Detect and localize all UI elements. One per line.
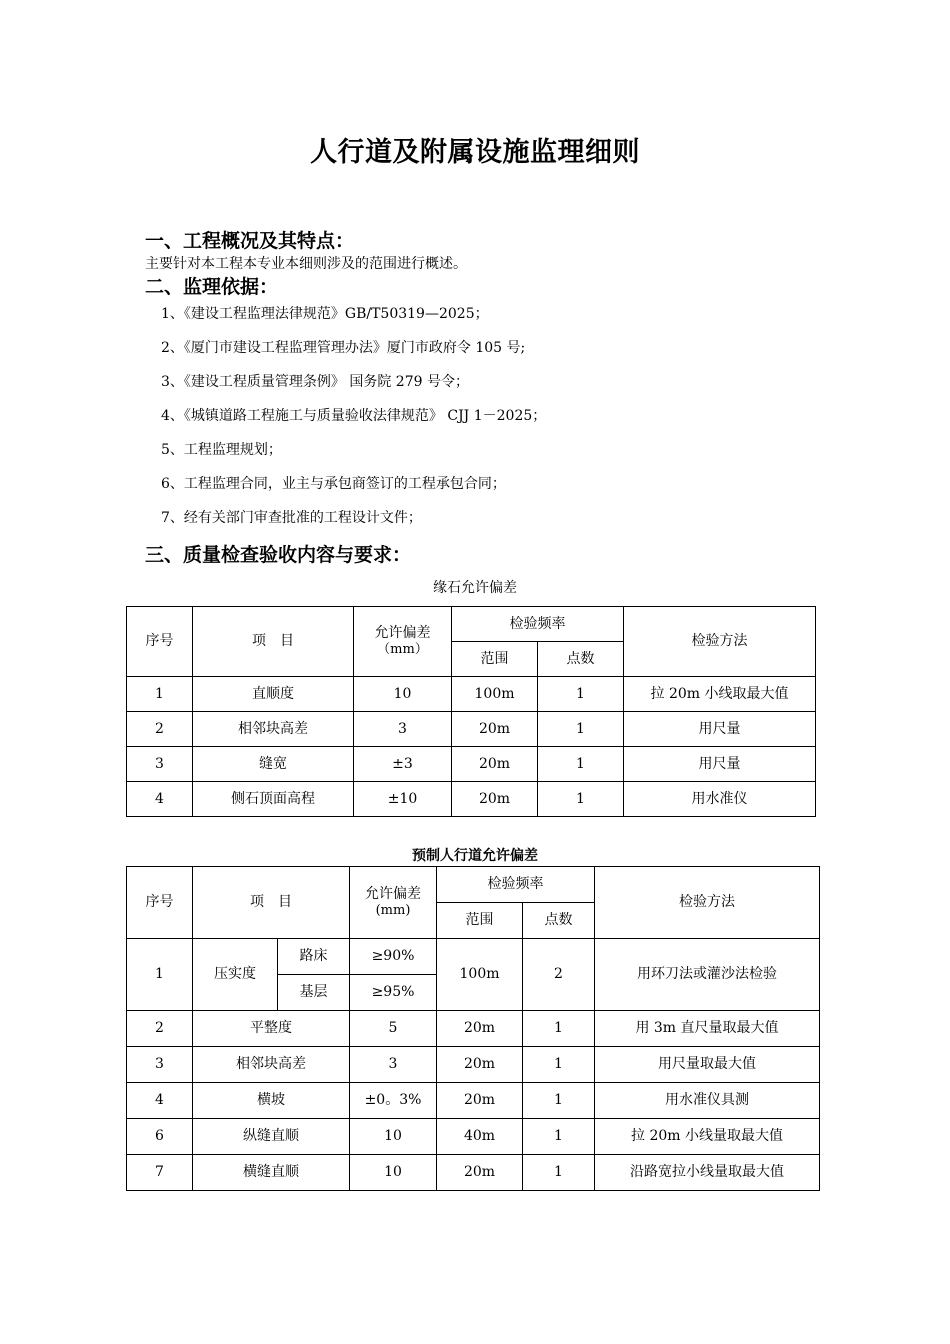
header-frequency: 检验频率 — [452, 607, 624, 642]
sidewalk-tolerance-table — [126, 866, 820, 1191]
cell-item: 横缝直顺 — [193, 1155, 350, 1191]
cell-item: 缝宽 — [193, 747, 354, 782]
table-row — [127, 677, 816, 712]
cell-range: 20m — [437, 1083, 523, 1119]
header-range: 范围 — [452, 642, 538, 677]
header-tolerance-label: 允许偏差 — [374, 624, 431, 641]
table-row — [127, 1083, 820, 1119]
cell-item: 横坡 — [193, 1083, 350, 1119]
table-row — [127, 747, 816, 782]
cell-item: 纵缝直顺 — [193, 1119, 350, 1155]
cell-tolerance: 10 — [350, 1119, 437, 1155]
cell-no: 4 — [127, 782, 193, 817]
section2-heading: 二、监理依据： — [145, 276, 279, 298]
cell-method: 用尺量取最大值 — [595, 1047, 820, 1083]
cell-subitem: 路床 — [278, 939, 350, 975]
header-points: 点数 — [538, 642, 624, 677]
table2-caption: 预制人行道允许偏差 — [412, 848, 538, 864]
cell-range: 20m — [437, 1155, 523, 1191]
table-row — [127, 1047, 820, 1083]
cell-tolerance: ±0。3% — [350, 1083, 437, 1119]
cell-range: 20m — [452, 747, 538, 782]
cell-method: 用尺量 — [624, 747, 816, 782]
cell-item: 直顺度 — [193, 677, 354, 712]
section3-heading: 三、质量检查验收内容与要求： — [145, 544, 412, 566]
cell-item: 侧石顶面高程 — [193, 782, 354, 817]
table1-caption: 缘石允许偏差 — [433, 580, 517, 596]
cell-points: 1 — [523, 1119, 595, 1155]
cell-subitem: 基层 — [278, 975, 350, 1011]
cell-tolerance: 3 — [354, 712, 452, 747]
cell-no: 2 — [127, 1011, 193, 1047]
cell-item: 压实度 — [193, 939, 278, 1011]
table-row — [127, 1155, 820, 1191]
cell-points: 1 — [523, 1047, 595, 1083]
table-row — [127, 712, 816, 747]
header-no: 序号 — [127, 607, 193, 677]
header-no: 序号 — [127, 867, 193, 939]
header-points: 点数 — [523, 903, 595, 939]
header-item: 项 目 — [193, 867, 350, 939]
cell-tolerance: ±10 — [354, 782, 452, 817]
cell-range: 20m — [452, 782, 538, 817]
basis-item-3: 3、《建设工程质量管理条例》 国务院 279 号令； — [161, 374, 469, 390]
cell-tolerance: ±3 — [354, 747, 452, 782]
cell-no: 3 — [127, 1047, 193, 1083]
cell-no: 1 — [127, 677, 193, 712]
page-title: 人行道及附属设施监理细则 — [310, 137, 640, 168]
cell-points: 1 — [523, 1011, 595, 1047]
cell-no: 3 — [127, 747, 193, 782]
cell-range: 20m — [437, 1011, 523, 1047]
cell-no: 2 — [127, 712, 193, 747]
cell-item: 相邻块高差 — [193, 712, 354, 747]
basis-item-7: 7、经有关部门审查批准的工程设计文件； — [161, 510, 422, 526]
cell-tolerance: ≥90% — [350, 939, 437, 975]
table-row — [127, 939, 820, 975]
curb-tolerance-table — [126, 606, 816, 817]
header-method: 检验方法 — [624, 607, 816, 677]
section1-text: 主要针对本工程本专业本细则涉及的范围进行概述。 — [145, 256, 467, 272]
header-tolerance-label: 允许偏差 — [365, 885, 421, 902]
cell-tolerance: 10 — [350, 1155, 437, 1191]
cell-item: 相邻块高差 — [193, 1047, 350, 1083]
cell-no: 6 — [127, 1119, 193, 1155]
cell-range: 20m — [452, 712, 538, 747]
header-tolerance-unit: (mm) — [375, 903, 411, 919]
basis-item-4: 4、《城镇道路工程施工与质量验收法律规范》 CJJ 1－2025； — [161, 408, 547, 424]
header-method: 检验方法 — [595, 867, 820, 939]
cell-item: 平整度 — [193, 1011, 350, 1047]
header-tolerance-unit: （mm） — [377, 642, 428, 658]
cell-points: 1 — [523, 1155, 595, 1191]
table-row — [127, 782, 816, 817]
cell-range: 40m — [437, 1119, 523, 1155]
header-tolerance — [354, 607, 452, 677]
cell-method: 用水准仪具测 — [595, 1083, 820, 1119]
cell-points: 1 — [538, 677, 624, 712]
header-range: 范围 — [437, 903, 523, 939]
cell-points: 1 — [538, 712, 624, 747]
section1-heading: 一、工程概况及其特点： — [145, 230, 355, 252]
cell-tolerance: ≥95% — [350, 975, 437, 1011]
header-frequency: 检验频率 — [437, 867, 595, 903]
cell-range: 20m — [437, 1047, 523, 1083]
header-tolerance — [350, 867, 437, 939]
header-item: 项 目 — [193, 607, 354, 677]
table-row — [127, 1011, 820, 1047]
table-row — [127, 1119, 820, 1155]
cell-points: 1 — [538, 747, 624, 782]
cell-method: 用 3m 直尺量取最大值 — [595, 1011, 820, 1047]
cell-tolerance: 5 — [350, 1011, 437, 1047]
cell-method: 用水准仪 — [624, 782, 816, 817]
cell-method: 拉 20m 小线量取最大值 — [595, 1119, 820, 1155]
cell-method: 拉 20m 小线取最大值 — [624, 677, 816, 712]
cell-tolerance: 3 — [350, 1047, 437, 1083]
cell-no: 4 — [127, 1083, 193, 1119]
cell-range: 100m — [452, 677, 538, 712]
basis-item-6: 6、工程监理合同，业主与承包商签订的工程承包合同； — [161, 476, 506, 492]
cell-range: 100m — [437, 939, 523, 1011]
basis-item-5: 5、工程监理规划； — [161, 442, 282, 458]
cell-points: 1 — [538, 782, 624, 817]
cell-method: 用尺量 — [624, 712, 816, 747]
cell-no: 7 — [127, 1155, 193, 1191]
cell-tolerance: 10 — [354, 677, 452, 712]
basis-item-1: 1、《建设工程监理法律规范》GB/T50319—2025； — [161, 306, 489, 322]
cell-method: 沿路宽拉小线量取最大值 — [595, 1155, 820, 1191]
cell-points: 1 — [523, 1083, 595, 1119]
basis-item-2: 2、《厦门市建设工程监理管理办法》厦门市政府令 105 号; — [161, 340, 526, 356]
cell-method: 用环刀法或灌沙法检验 — [595, 939, 820, 1011]
cell-points: 2 — [523, 939, 595, 1011]
cell-no: 1 — [127, 939, 193, 1011]
